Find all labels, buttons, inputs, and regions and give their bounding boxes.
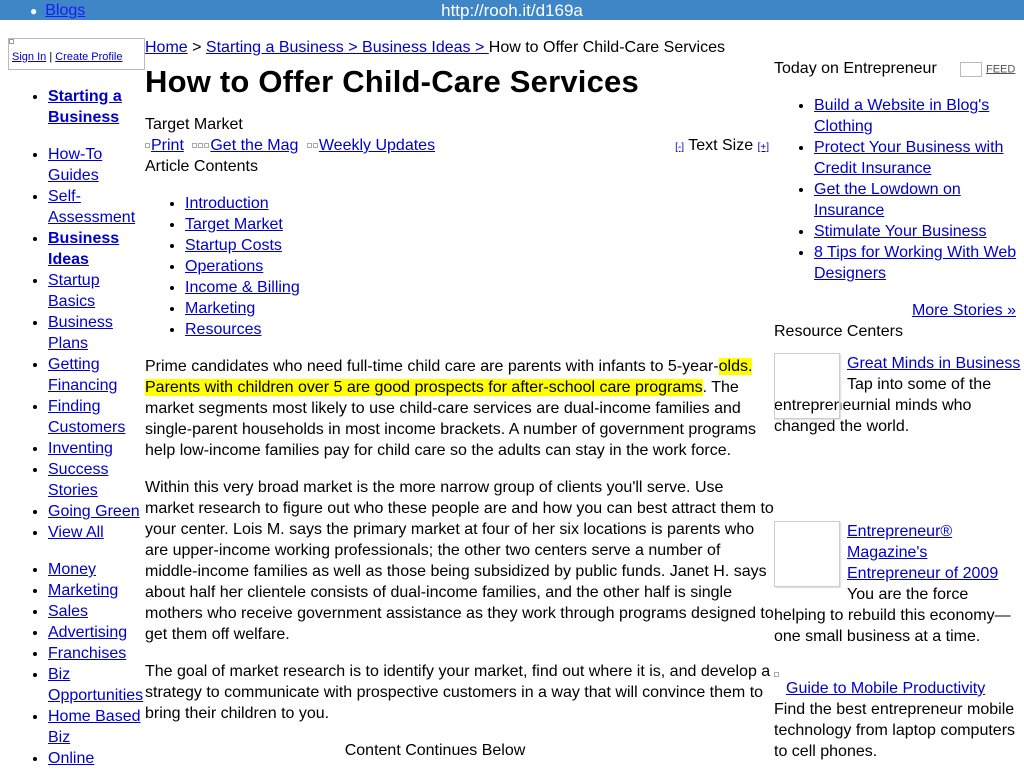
magazine-icon [204, 143, 209, 148]
feed-icon [960, 62, 982, 77]
nav-link-advertising[interactable]: Advertising [48, 624, 128, 641]
text-size-control [675, 135, 769, 158]
image-placeholder-icon [774, 672, 779, 677]
more-stories-link[interactable]: More Stories » [911, 302, 1016, 319]
section-label: Target Market [145, 116, 243, 133]
story-item [814, 221, 1024, 242]
resource-centers-label: Resource Centers [774, 323, 903, 340]
nav-link-finding-customers[interactable]: Finding Customers [48, 398, 126, 436]
mobile-guide-title-wrap [774, 668, 1024, 699]
nav-item [48, 438, 146, 459]
nav-link-view-all[interactable]: View All [48, 524, 104, 541]
story-item [814, 179, 1024, 221]
newsletter-icon [307, 143, 312, 148]
contents-item [185, 319, 775, 340]
nav-item [48, 580, 146, 601]
nav-item [48, 601, 146, 622]
resource-desc-wrap [774, 584, 1024, 647]
paragraph-text: . The market segments most likely to use child-care services are dual-income families and single-parent households in most income brackets. A number of government programs help low-income families pay for child care so the adults can stay in the work force. [145, 379, 756, 459]
weekly-updates-link[interactable]: Weekly Updates [318, 137, 436, 154]
page-title: How to Offer Child-Care Services [145, 64, 639, 99]
magazine-icon [198, 143, 203, 148]
story-link[interactable]: Get the Lowdown on Insurance [814, 181, 961, 219]
contents-item [185, 277, 775, 298]
nav-link-business-ideas[interactable]: Business Ideas [48, 230, 120, 268]
nav-link-biz-opportunities[interactable]: Biz Opportunities [48, 666, 144, 704]
contents-link-marketing[interactable]: Marketing [185, 300, 256, 317]
highlighted-text: olds. Parents with children over 5 are good prospects for after-school care programs [145, 358, 753, 396]
contents-item [185, 214, 775, 235]
newsletter-icon [313, 143, 318, 148]
today-label: Today on Entrepreneur [774, 60, 937, 77]
mobile-guide-description: Find the best entrepreneur mobile technology from laptop computers to cell phones. [774, 701, 1016, 760]
nav-link-home-based-biz[interactable]: Home Based Biz [48, 708, 141, 746]
article-paragraph-1 [145, 356, 775, 461]
feed-label: FEED [986, 63, 1016, 76]
sign-in-link[interactable]: Sign In [12, 51, 47, 63]
nav-link-self-assessment[interactable]: Self-Assessment [48, 188, 136, 226]
nav-link-startup-basics[interactable]: Startup Basics [48, 272, 100, 310]
story-link[interactable]: Build a Website in Blog's Clothing [814, 97, 990, 135]
contents-link-startup-costs[interactable]: Startup Costs [185, 237, 282, 254]
nav-item [48, 664, 146, 706]
text-size-decrease[interactable]: [-] [675, 142, 685, 153]
nav-item [48, 501, 146, 522]
contents-item [185, 235, 775, 256]
breadcrumb-starting[interactable]: Starting a Business [205, 39, 344, 56]
nav-item [48, 186, 146, 228]
contents-link-income-billing[interactable]: Income & Billing [185, 279, 300, 296]
nav-item [48, 270, 146, 312]
contents-item [185, 298, 775, 319]
breadcrumb-ideas[interactable]: > Business Ideas > [343, 39, 489, 56]
text-size-increase[interactable]: [+] [757, 142, 769, 153]
nav-group-sections [20, 559, 146, 769]
magazine-icon [192, 143, 197, 148]
nav-item [48, 559, 146, 580]
nav-item [48, 86, 146, 128]
resource-description: Tap into some of the entrepreneurnial minds who changed the world. [774, 376, 992, 435]
contents-link-operations[interactable]: Operations [185, 258, 264, 275]
resource-description: You are the force helping to rebuild this economy—one small business at a time. [774, 586, 1011, 645]
nav-link-getting-financing[interactable]: Getting Financing [48, 356, 118, 394]
nav-link-success-stories[interactable]: Success Stories [48, 461, 109, 499]
nav-link-online[interactable]: Online [48, 750, 95, 767]
resource-thumbnail[interactable] [774, 353, 840, 419]
contents-link-introduction[interactable]: Introduction [185, 195, 269, 212]
story-link[interactable]: 8 Tips for Working With Web Designers [814, 244, 1017, 282]
content-continues-notice: Content Continues Below [344, 742, 526, 759]
paragraph-text: Prime candidates who need full-time child care are parents with infants to 5-year- [145, 358, 719, 375]
article-contents-label: Article Contents [145, 158, 258, 175]
nav-item [48, 522, 146, 543]
blogs-link[interactable]: Blogs [45, 2, 86, 19]
contents-item [185, 193, 775, 214]
nav-group-primary [20, 86, 146, 128]
login-box [8, 38, 145, 70]
article-tools [145, 135, 775, 156]
resource-thumbnail[interactable] [774, 521, 840, 587]
right-sidebar [774, 58, 1024, 762]
nav-link-franchises[interactable]: Franchises [48, 645, 127, 662]
bullet-icon: ● [30, 4, 38, 18]
story-item [814, 137, 1024, 179]
story-item [814, 95, 1024, 137]
print-icon [145, 143, 150, 148]
nav-item [48, 622, 146, 643]
today-header [774, 58, 1024, 79]
resource-center-item [774, 510, 1024, 668]
nav-item [48, 354, 146, 396]
breadcrumb-home[interactable]: Home [145, 39, 188, 56]
nav-link-business-plans[interactable]: Business Plans [48, 314, 113, 352]
breadcrumb [145, 37, 775, 58]
story-list [774, 95, 1024, 284]
nav-link-going-green[interactable]: Going Green [48, 503, 140, 520]
breadcrumb-separator: > [187, 39, 206, 56]
resource-title-link[interactable]: Entrepreneur® Magazine's Entrepreneur of 2009 [847, 523, 999, 582]
story-item [814, 242, 1024, 284]
nav-item [48, 643, 146, 664]
login-separator: | [49, 51, 53, 63]
story-link[interactable]: Protect Your Business with Credit Insurance [814, 139, 1004, 177]
url-text: http://rooh.it/d169a [441, 1, 583, 20]
breadcrumb-current: How to Offer Child-Care Services [488, 39, 725, 56]
feed-link[interactable] [960, 62, 1015, 77]
get-the-mag-link[interactable]: Get the Mag [210, 137, 299, 154]
text-size-label: Text Size [688, 137, 754, 154]
contents-link-resources[interactable]: Resources [185, 321, 262, 338]
create-profile-link[interactable]: Create Profile [55, 51, 123, 63]
article-main [145, 37, 775, 761]
url-bar[interactable] [0, 0, 1024, 20]
nav-link-starting-a-business[interactable]: Starting a Business [48, 88, 122, 126]
print-link[interactable]: Print [151, 137, 184, 154]
story-link[interactable]: Stimulate Your Business [814, 223, 987, 240]
image-placeholder-icon [9, 39, 14, 44]
mobile-guide-link[interactable]: Guide to Mobile Productivity [786, 680, 986, 697]
nav-link-how-to-guides[interactable]: How-To Guides [48, 146, 103, 184]
nav-link-marketing[interactable]: Marketing [48, 582, 119, 599]
contents-item [185, 256, 775, 277]
nav-item [48, 144, 146, 186]
left-nav [20, 86, 146, 769]
article-paragraph-3: The goal of market research is to identify your market, find out where it is, and develop a strategy to communicate with prospective customers in a way that will convince them to bring their children to you. [145, 663, 771, 722]
article-contents-list [145, 193, 775, 340]
resource-title-link[interactable]: Great Minds in Business [847, 355, 1021, 372]
contents-link-target-market[interactable]: Target Market [185, 216, 283, 233]
nav-link-money[interactable]: Money [48, 561, 97, 578]
more-stories [774, 300, 1024, 321]
resource-center-item [774, 342, 1024, 510]
nav-group-topics [20, 144, 146, 543]
nav-link-inventing[interactable]: Inventing [48, 440, 113, 457]
mobile-guide-block [774, 668, 1024, 762]
nav-item [48, 396, 146, 438]
nav-item [48, 459, 146, 501]
nav-item [48, 228, 146, 270]
nav-item [48, 312, 146, 354]
top-blogs-item [30, 0, 85, 22]
nav-link-sales[interactable]: Sales [48, 603, 89, 620]
article-paragraph-2: Within this very broad market is the more narrow group of clients you'll serve. Use market research to figure out who these people are and how you can best attract them to your center. Lois M. says the primary market at four of her six locations is parents who are upper-income working professionals; the other two centers serve a number of middle-income families as well as those being subsidized by public funds. Janet H. says about half her clientele consists of dual-income families, and the other half is single mothers who receive government assistance as they work through programs designed to get them off welfare. [145, 479, 774, 643]
